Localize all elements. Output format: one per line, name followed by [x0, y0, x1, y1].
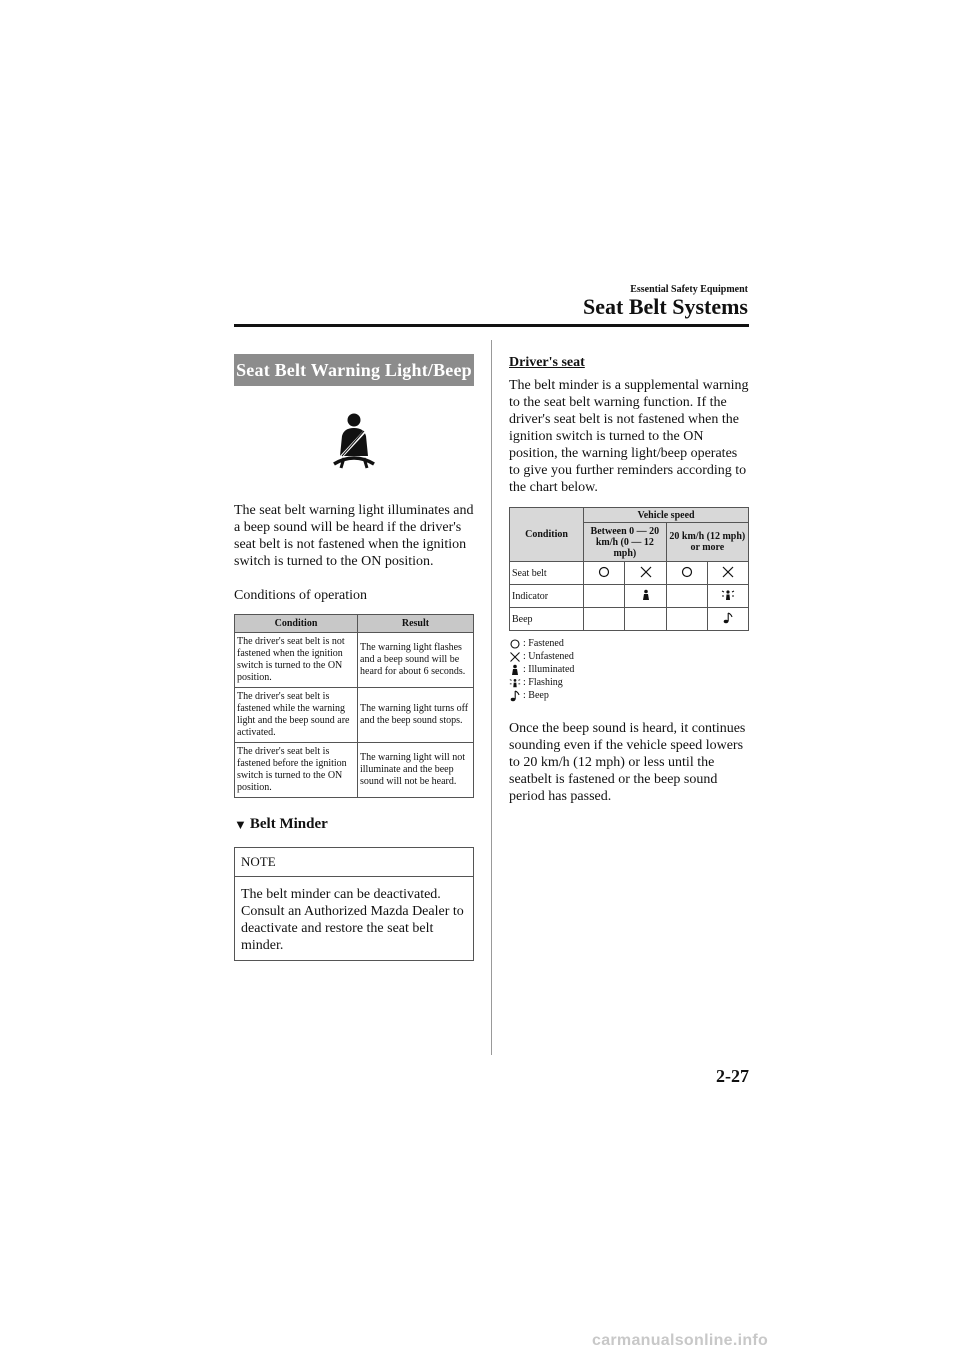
belt-minder-chart: [509, 507, 749, 631]
legend-item: [509, 676, 749, 689]
note-box: [234, 847, 474, 961]
page-number: 2-27: [716, 1066, 749, 1086]
legend-item: [509, 650, 749, 663]
legend-label: : Fastened: [523, 638, 564, 649]
unfastened-icon: [509, 651, 521, 663]
unfastened-icon: [707, 562, 748, 585]
flashing-icon: [707, 585, 748, 608]
legend-label: : Flashing: [523, 677, 563, 688]
legend-item: [509, 637, 749, 650]
section-label: Essential Safety Equipment: [630, 284, 748, 295]
footer-watermark: carmanualsonline.info: [592, 1332, 769, 1349]
chart-speed-header: Vehicle speed: [584, 508, 749, 523]
triangle-down-icon: ▼: [234, 816, 247, 832]
page-title: Seat Belt Systems: [583, 294, 748, 319]
column-divider: [491, 340, 492, 1055]
intro-paragraph: The seat belt warning light illuminates and a beep sound will be heard if the driver's seat belt is not fastened when the ignition switch is turned to the ON position.: [234, 503, 474, 569]
chart-row-label: Indicator: [510, 585, 584, 608]
belt-minder-heading-text: Belt Minder: [249, 816, 328, 832]
unfastened-icon: [625, 562, 666, 585]
legend-label: : Beep: [523, 690, 549, 701]
table-cell-condition: The driver's seat belt is not fastened when the ignition switch is turned to the ON position.: [235, 633, 358, 688]
table-header-result: Result: [358, 615, 474, 633]
table-cell-result: The warning light turns off and the beep sound stops.: [358, 688, 474, 743]
note-body: The belt minder can be deactivated. Consult an Authorized Mazda Dealer to deactivate and restore the seat belt minder.: [241, 887, 464, 953]
illuminated-icon: [509, 664, 521, 676]
seat-belt-warning-icon: [328, 412, 380, 470]
chart-speed-range-low: Between 0 — 20 km/h (0 — 12 mph): [584, 523, 667, 562]
table-row: [235, 688, 474, 743]
drivers-seat-heading: Driver's seat: [509, 355, 585, 370]
table-header-row: [235, 615, 474, 633]
chart-legend: [509, 637, 749, 702]
fastened-icon: [509, 638, 521, 650]
table-row: [235, 633, 474, 688]
conditions-label: Conditions of operation: [234, 588, 367, 603]
section-banner: Seat Belt Warning Light/Beep: [234, 354, 474, 386]
beep-paragraph: Once the beep sound is heard, it continues sounding even if the vehicle speed lowers to 20 km/h (12 mph) or less until the seatbelt is fastened or the beep sound period has passed.: [509, 721, 746, 804]
chart-row-label: Seat belt: [510, 562, 584, 585]
fastened-icon: [666, 562, 707, 585]
legend-item: [509, 689, 749, 702]
chart-row-indicator: [510, 585, 749, 608]
flashing-icon: [509, 677, 521, 689]
left-column: [234, 354, 474, 961]
table-row: [235, 743, 474, 798]
chart-row-beep: [510, 608, 749, 631]
legend-item: [509, 663, 749, 676]
right-column: [509, 354, 749, 805]
beep-icon: [707, 608, 748, 631]
table-cell-condition: The driver's seat belt is fastened while the warning light and the beep sound are activated.: [235, 688, 358, 743]
belt-minder-paragraph: The belt minder is a supplemental warning to the seat belt warning function. If the driver's seat belt is not fastened when the ignition switch is turned to the ON position, the warning light/beep operates to give you further reminders according to the chart below.: [509, 378, 749, 495]
illuminated-icon: [625, 585, 666, 608]
legend-label: : Illuminated: [523, 664, 575, 675]
legend-label: : Unfastened: [523, 651, 574, 662]
table-header-condition: Condition: [235, 615, 358, 633]
chart-condition-header: Condition: [510, 508, 584, 562]
conditions-table: [234, 614, 474, 798]
table-cell-result: The warning light flashes and a beep sound will be heard for about 6 seconds.: [358, 633, 474, 688]
fastened-icon: [584, 562, 625, 585]
table-cell-result: The warning light will not illuminate and the beep sound will not be heard.: [358, 743, 474, 798]
chart-row-label: Beep: [510, 608, 584, 631]
seat-belt-warning-icon-wrap: [234, 412, 474, 472]
chart-row-seat-belt: [510, 562, 749, 585]
header-rule: [234, 324, 749, 327]
belt-minder-heading: [234, 816, 474, 833]
table-cell-condition: The driver's seat belt is fastened before the ignition switch is turned to the ON position.: [235, 743, 358, 798]
beep-icon: [509, 690, 521, 702]
chart-speed-range-high: 20 km/h (12 mph) or more: [666, 523, 748, 562]
note-heading: NOTE: [235, 848, 473, 877]
